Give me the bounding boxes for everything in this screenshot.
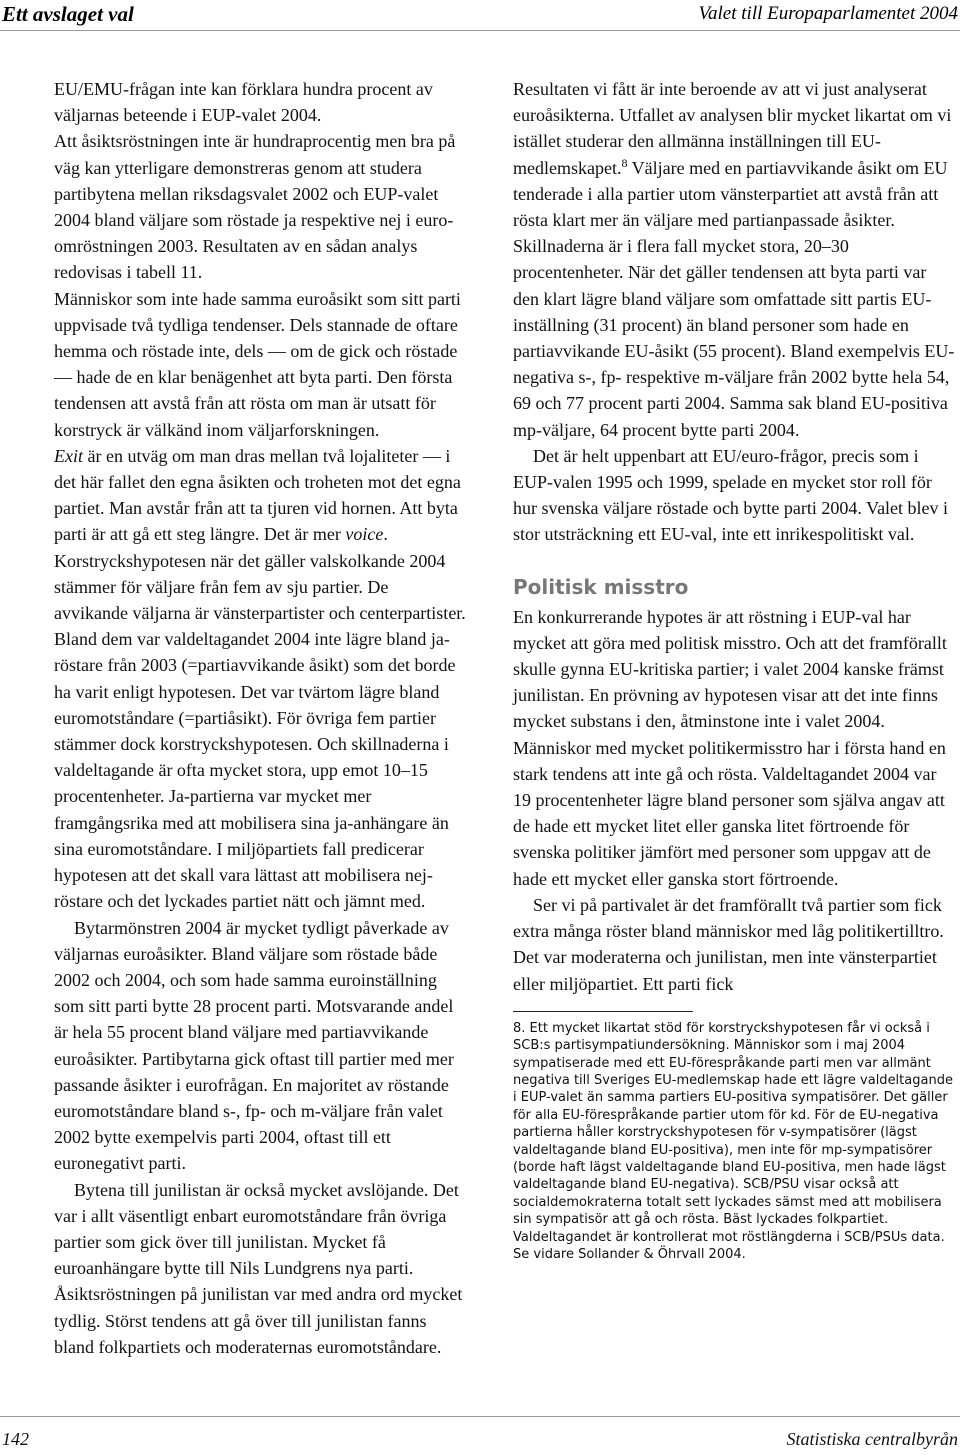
paragraph	[513, 76, 956, 443]
paragraph	[54, 443, 466, 548]
voice-term: voice	[345, 524, 384, 545]
exit-term: Exit	[54, 445, 83, 466]
left-column	[54, 76, 466, 1360]
page-number: 142	[2, 1429, 29, 1449]
paragraph-text: .	[383, 524, 388, 545]
publication-title: Valet till Europaparlamentet 2004	[698, 3, 958, 24]
publisher-name: Statistiska centralbyrån	[786, 1429, 958, 1449]
paragraph-text: Väljare med en partiavvikande åsikt om EU tenderade i alla partier utom vänsterpartiet att avstå från att rösta klart mer än väljare med partianpassade åsikter. Skillnaderna är i flera fall mycket stora, 20–30 procentenheter. När det gäller tendensen att byta parti var den klart lägre bland väljare som omfattade sitt partis EU-inställning (31 procent) än bland personer som hade en partiavvikande EU-åsikt (55 procent). Bland exempelvis EU-negativa s-, fp- respektive m-väljare från 2002 bytte hela 54, 69 och 77 procent parti 2004. Samma sak bland EU-positiva mp-väljare, 64 procent bytte parti 2004.	[513, 157, 955, 440]
paragraph-text: är en utväg om man dras mellan två lojaliteter — i det här fallet den egna åsikten och troheten mot det egna partiet. Man avstår från att ta tjuren vid hornen. Att byta parti är att gå ett steg längre. Det är mer	[54, 445, 461, 545]
footnote-ref[interactable]: 8	[621, 155, 628, 170]
paragraph: Korstryckshypotesen när det gäller valskolkande 2004 stämmer för väljare från fem av sju partier. De avvikande väljarna är vänsterpartister och centerpartister. Bland dem var valdeltagandet 2004 inte lägre bland ja-röstare från 2003 (=partiavvikande åsikt) som det borde ha varit enligt hypotesen. Det var tvärtom lägre bland euromotståndare (=partiåsikt). För övriga fem partier stämmer dock korstryckshypotesen. Och skillnaderna i valdeltagande är ofta mycket stora, upp emot 10–15 procentenheter. Ja-partierna var mycket mer framgångsrika med att mobilisera sina ja-anhängare än sina euromotståndare. I miljöpartiets fall predicerar hypotesen att det skall vara lättast att mobilisera nej-röstare och det lyckades partiet nätt och jämnt med.	[54, 550, 466, 912]
paragraph: Att åsiktsröstningen inte är hundraprocentig men bra på väg kan ytterligare demonstreras genom att studera partibytena mellan riksdagsvalet 2002 och EUP-valet 2004 bland väljare som röstade ja respektive nej i euro-omröstningen 2003. Resultaten av en sådan analys redovisas i tabell 11.	[54, 131, 456, 283]
paragraph: Bytarmönstren 2004 är mycket tydligt påverkade av väljarnas euroåsikter. Bland väljare som röstade både 2002 och 2004, och som hade samma euroinställning som sitt parti bytte 28 procent parti. Motsvarande andel är hela 55 procent bland väljare med partiavvikande euroåsikter. Partibytarna gick oftast till partier med mer passande åsikter i eurofrågan. En majoritet av röstande euromotståndare bland s-, fp- och m-väljare från valet 2002 bytte exempelvis parti 2004, oftast till ett euronegativt parti.	[54, 917, 454, 1174]
footnote-divider	[513, 1011, 693, 1012]
paragraph: En konkurrerande hypotes är att röstning i EUP-val har mycket att göra med politisk misstro. Och att det framförallt skulle gynna EU-kritiska partier; i valet 2004 kanske främst junilistan. En prövning av hypotesen visar att det inte finns mycket substans i den, åtminstone inte i valet 2004. Människor med mycket politikermisstro har i första hand en stark tendens att inte gå och rösta. Valdeltagandet 2004 var 19 procentenheter lägre bland personer som själva angav att de hade ett mycket litet eller ganska litet förtroende för svenska politiker jämfört med personer som uppgav att de hade ett mycket eller ganska stort förtroende.	[513, 606, 947, 889]
paragraph: Det är helt uppenbart att EU/euro-frågor, precis som i EUP-valen 1995 och 1999, spelade en mycket stor roll för hur svenska väljare röstade och bytte parti 2004. Valet blev i stor utsträckning ett EU-val, inte ett inrikespolitiskt val.	[513, 445, 949, 545]
paragraph: Ser vi på partivalet är det framförallt två partier som fick extra många röster bland människor med låg politikertilltro. Det var moderaterna och junilistan, men inte vänsterpartiet eller miljöpartiet. Ett parti fick	[513, 894, 944, 994]
section-heading: Politisk misstro	[513, 574, 689, 599]
paragraph: Människor som inte hade samma euroåsikt som sitt parti uppvisade två tydliga tendenser. Dels stannade de oftare hemma och röstade inte, dels — om de gick och röstade — hade de en klar benägenhet att byta parti. Den första tendensen att avstå från att rösta om man är utsatt för korstryck är välkänd inom väljarforskningen.	[54, 288, 461, 440]
right-column	[513, 76, 956, 1263]
page-header	[0, 0, 960, 31]
footnote: 8. Ett mycket likartat stöd för korstryckshypotesen får vi också i SCB:s partisympatiundersökning. Människor som i maj 2004 sympatiserade med ett EU-förespråkande parti men var allmänt negativa till Sveriges EU-medlemskap hade ett lägre valdeltagande i EUP-valet än samma partiers EU-positiva sympatisörer. Det gäller för alla EU-förespråkande partier utom för kd. För de EU-negativa partierna håller korstryckshypotesen för v-sympatisörer (lägst valdeltagande bland EU-positiva), men inte för mp-sympatisörer (borde haft lägst valdeltagande bland EU-positiva, men hade lägst valdeltagande bland EU-negativa). SCB/PSU visar också att socialdemokraterna totalt sett lyckades sämst med att mobilisera sin sympatisör att gå och rösta. Bäst lyckades folkpartiet. Valdeltagandet är kontrollerat mot röstlängderna i SCB/PSUs data. Se vidare Sollander & Öhrvall 2004.	[513, 1020, 953, 1262]
page-footer	[0, 1416, 960, 1455]
paragraph: EU/EMU-frågan inte kan förklara hundra procent av väljarnas beteende i EUP-valet 2004.	[54, 79, 433, 126]
paragraph: Bytena till junilistan är också mycket avslöjande. Det var i allt väsentligt enbart euromotståndare från övriga partier som gick över till junilistan. Mycket få euroanhängare bytte till Nils Lundgrens nya parti. Åsiktsröstningen på junilistan var med andra ord mycket tydlig. Störst tendens att gå över till junilistan fanns bland folkpartiets och moderaternas euromotståndare.	[54, 1179, 463, 1357]
chapter-title: Ett avslaget val	[2, 2, 134, 26]
paragraph-text: Resultaten vi fått är inte beroende av att vi just analyserat euroåsikterna. Utfallet av analysen blir mycket likartat om vi istället studerar den allmänna inställningen till EU-medlemskapet.	[513, 79, 952, 178]
